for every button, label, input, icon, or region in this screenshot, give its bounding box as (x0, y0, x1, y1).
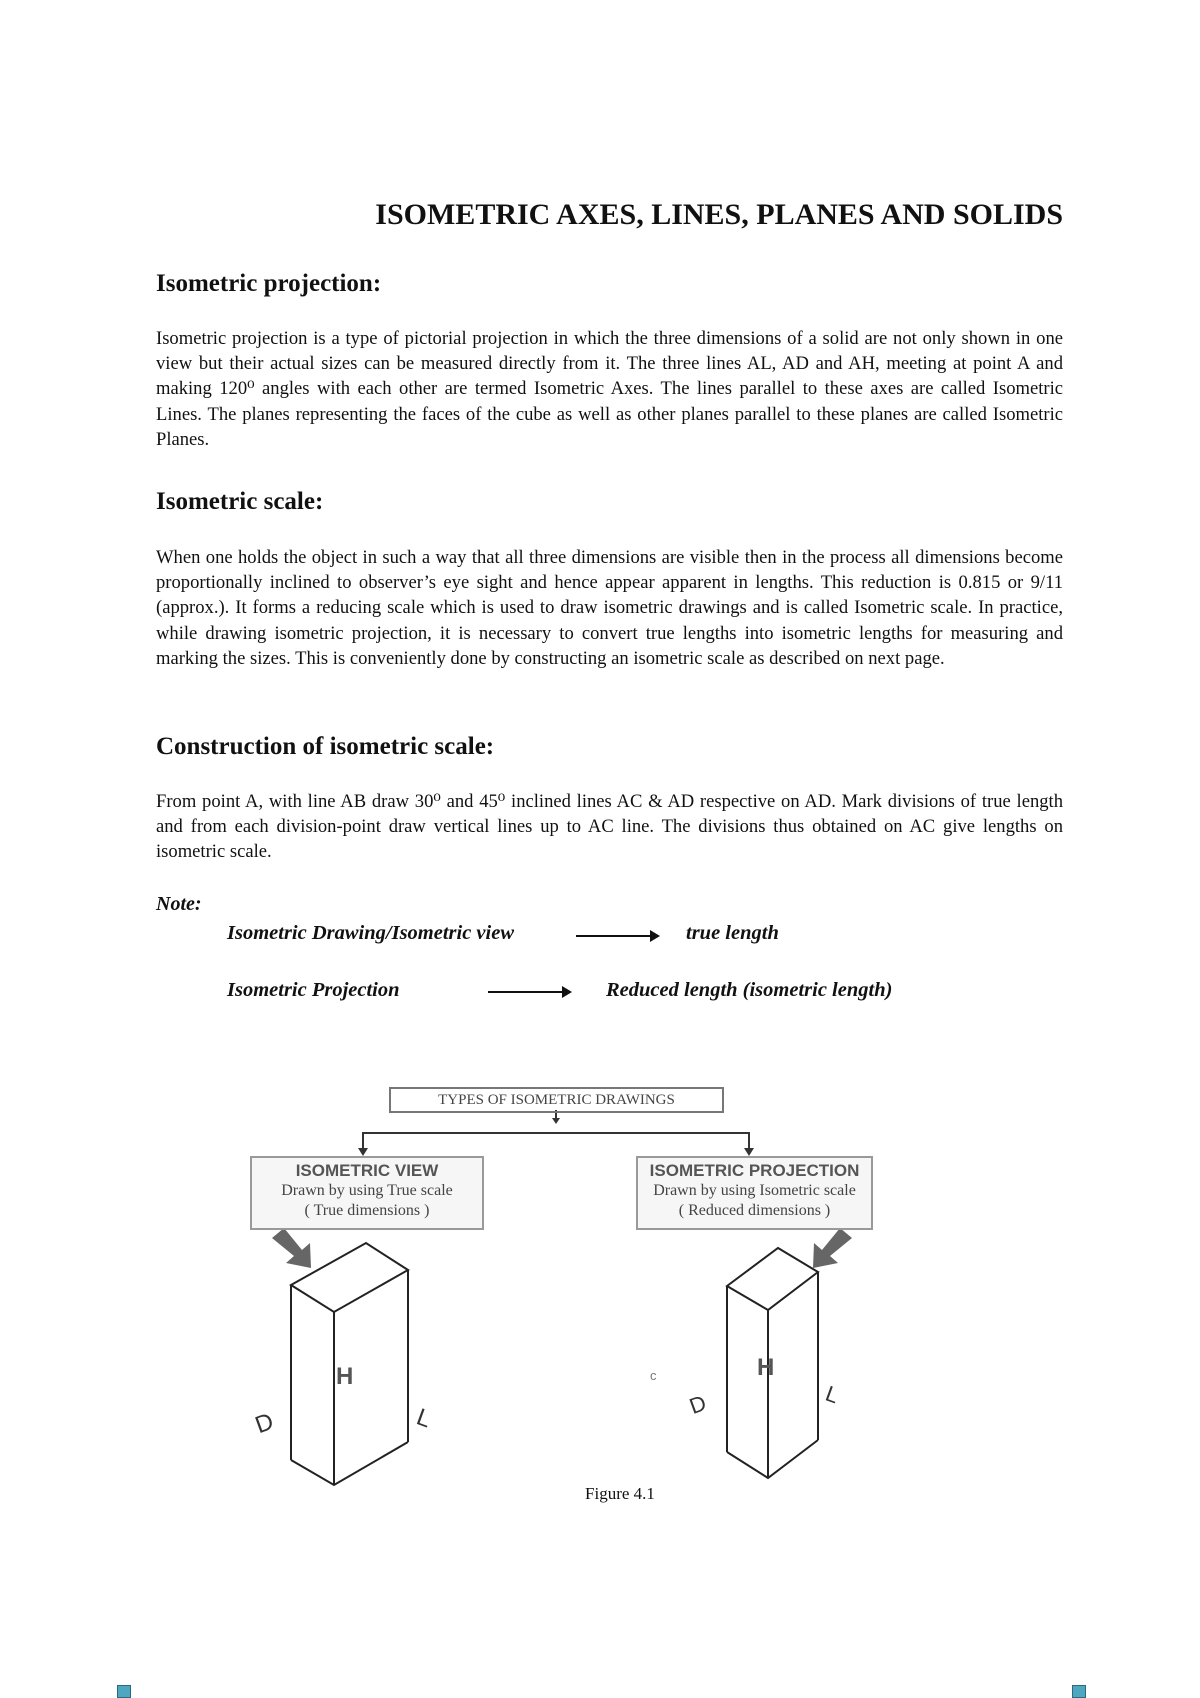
arrow-right-icon (576, 935, 658, 937)
note-label: Note: (156, 893, 202, 915)
types-of-isometric-drawings-box: TYPES OF ISOMETRIC DRAWINGS (389, 1087, 724, 1113)
label-c: c (650, 1368, 657, 1383)
page-corner-marker (117, 1685, 131, 1698)
isometric-figure-diagram (0, 1080, 1200, 1500)
title-text: ISOMETRIC AXES, LINES, PLANES AND SOLIDS (375, 198, 1063, 231)
isometric-view-box (250, 1156, 484, 1230)
box-line: Drawn by using True scale (281, 1182, 453, 1199)
note-row-1-right: true length (686, 922, 779, 944)
label-l-left: L (412, 1403, 435, 1434)
label-d-right: D (686, 1390, 710, 1419)
isometric-projection-box (636, 1156, 873, 1230)
paragraph-isometric-scale: When one holds the object in such a way that all three dimensions are visible then in the process all dimensions become proportionally inclined to observer’s eye sight and hence appear apparent in lengths. This reduction is 0.815 or 9/11 (approx.). It forms a reducing scale which is used to draw isometric drawings and is called Isometric scale. In practice, while drawing isometric projection, it is necessary to convert true lengths into isometric lengths for measuring and marking the sizes. This is conveniently done by constructing an isometric scale as described on next page. (156, 547, 1063, 669)
label-h-left: H (336, 1363, 354, 1390)
box-heading: ISOMETRIC PROJECTION (649, 1161, 860, 1180)
note-row-1-left: Isometric Drawing/Isometric view (227, 922, 514, 944)
box-heading: ISOMETRIC VIEW (295, 1161, 439, 1180)
label-h-right: H (757, 1354, 775, 1381)
heading-isometric-projection: Isometric projection: (156, 270, 382, 297)
page-corner-marker (1072, 1685, 1086, 1698)
arrow-right-icon (488, 991, 570, 993)
paragraph-isometric-projection: Isometric projection is a type of pictorial projection in which the three dimensions of a solid are not only shown in one view but their actual sizes can be measured directly from it. The three lines AL, AD and AH, meeting at point A and making 120⁰ angles with each other are termed Isometric Axes. The lines parallel to these axes are called Isometric Lines. The planes representing the faces of the cube as well as other planes parallel to these planes are called Isometric Planes. (156, 328, 1063, 450)
note-row-2-left: Isometric Projection (227, 979, 400, 1001)
note-row-2-right: Reduced length (isometric length) (606, 979, 893, 1001)
page-title (156, 198, 1063, 232)
down-arrow-left-icon (272, 1228, 311, 1268)
label-d-left: D (251, 1407, 278, 1440)
box-line: Drawn by using Isometric scale (653, 1182, 856, 1199)
label-l-right: L (822, 1380, 843, 1409)
box-line: ( Reduced dimensions ) (678, 1202, 831, 1219)
down-arrow-right-icon (813, 1228, 852, 1268)
figure-caption: Figure 4.1 (585, 1484, 655, 1503)
heading-isometric-scale: Isometric scale: (156, 488, 324, 515)
box-line: ( True dimensions ) (304, 1202, 430, 1219)
heading-construction: Construction of isometric scale: (156, 733, 495, 760)
paragraph-construction: From point A, with line AB draw 30⁰ and 45⁰ inclined lines AC & AD respective on AD. Mark divisions of true length and from each division-point draw vertical lines up to AC line. The divisions thus obtained on AC give lengths on isometric scale. (156, 791, 1063, 863)
